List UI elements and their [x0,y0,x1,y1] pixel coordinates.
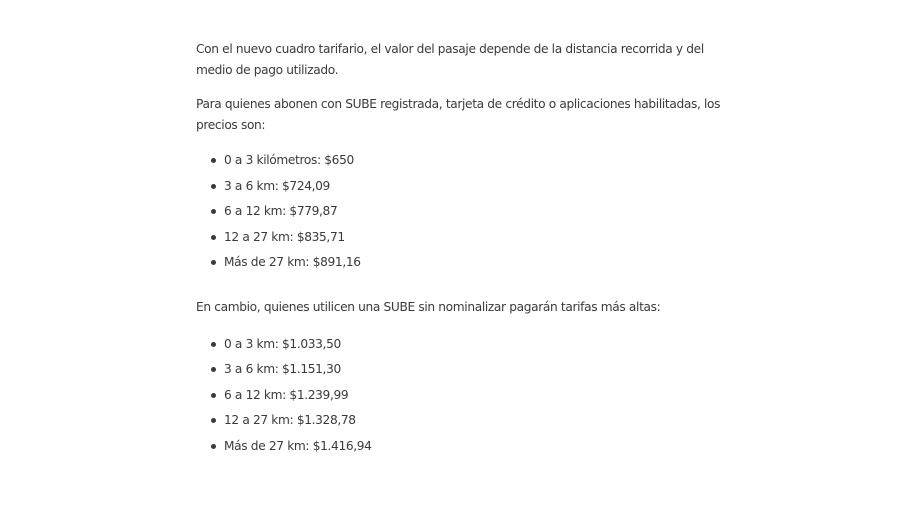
list-item: 6 a 12 km: $779,87 [196,201,726,227]
bullet-icon [211,342,216,347]
list-item: 12 a 27 km: $1.328,78 [196,410,726,436]
intro-paragraph: Con el nuevo cuadro tarifario, el valor del pasaje depende de la distancia recorrida y del medio de pago utilizado. [196,42,704,77]
unregistered-price-list [196,334,726,462]
bullet-icon [211,209,216,214]
bullet-icon [211,184,216,189]
article-body [196,39,726,461]
bullet-icon [211,158,216,163]
bullet-icon [211,367,216,372]
list-item: 3 a 6 km: $724,09 [196,176,726,202]
unregistered-intro-paragraph: En cambio, quienes utilicen una SUBE sin nominalizar pagarán tarifas más altas: [196,299,661,314]
bullet-icon [211,393,216,398]
bullet-icon [211,235,216,240]
list-item: 12 a 27 km: $835,71 [196,227,726,253]
list-item: 0 a 3 km: $1.033,50 [196,334,726,360]
bullet-icon [211,444,216,449]
registered-intro-paragraph: Para quienes abonen con SUBE registrada, tarjeta de crédito o aplicaciones habilitadas, los precios son: [196,97,721,132]
list-item: Más de 27 km: $891,16 [196,252,726,278]
bullet-icon [211,260,216,265]
list-item: Más de 27 km: $1.416,94 [196,436,726,462]
registered-price-list [196,150,726,278]
list-item: 0 a 3 kilómetros: $650 [196,150,726,176]
list-item: 3 a 6 km: $1.151,30 [196,359,726,385]
bullet-icon [211,418,216,423]
list-item: 6 a 12 km: $1.239,99 [196,385,726,411]
